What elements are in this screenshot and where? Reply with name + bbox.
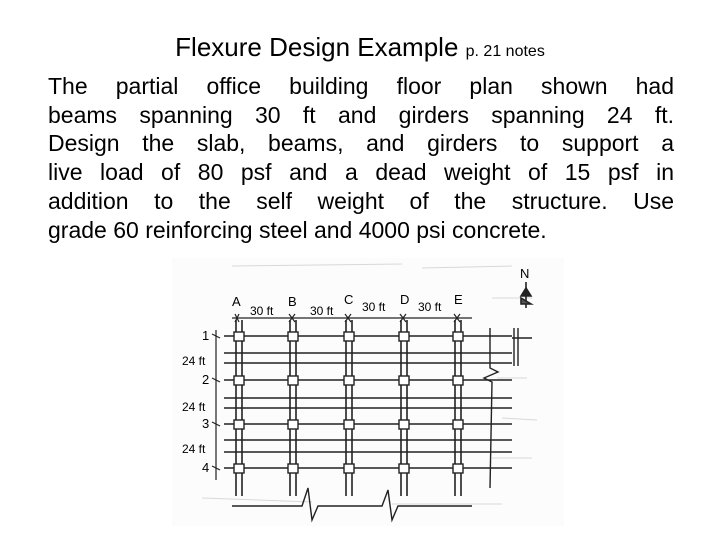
bay-width-label: 30 ft xyxy=(250,304,274,318)
column-label-a: A xyxy=(232,294,241,309)
column-label-d: D xyxy=(400,292,410,307)
bay-width-label: 30 ft xyxy=(362,300,386,314)
floor-plan-drawing xyxy=(172,258,564,526)
row-label-3: 3 xyxy=(202,416,210,431)
paragraph-line: live load of 80 psf and a dead weight of 15 psf in xyxy=(48,159,674,186)
column-label-e: E xyxy=(454,292,463,307)
problem-statement xyxy=(48,72,674,244)
paragraph-line: beams spanning 30 ft and girders spanning 24 ft. xyxy=(48,101,674,128)
column-label-c: C xyxy=(344,292,354,307)
bay-width-label: 30 ft xyxy=(418,300,442,314)
column-label-b: B xyxy=(288,294,297,309)
north-arrow xyxy=(521,282,531,308)
bay-width-label: 30 ft xyxy=(310,304,334,318)
paragraph-line: grade 60 reinforcing steel and 4000 psi concrete. xyxy=(48,216,547,243)
north-label: N xyxy=(520,266,530,281)
slide-title xyxy=(0,32,720,63)
bay-depth-label: 24 ft xyxy=(182,442,206,456)
beam-lines xyxy=(224,336,512,468)
title-main: Flexure Design Example xyxy=(175,32,459,62)
row-label-2: 2 xyxy=(202,372,210,387)
bay-depth-label: 24 ft xyxy=(182,354,206,368)
row-label-4: 4 xyxy=(202,460,210,475)
paragraph-line: The partial office building floor plan shown had xyxy=(48,73,674,99)
row-dimension-line xyxy=(212,330,220,480)
row-label-1: 1 xyxy=(202,328,210,343)
title-suffix: p. 21 notes xyxy=(465,43,545,60)
paragraph-line: addition to the self weight of the structure. Use xyxy=(48,187,674,214)
bay-depth-label: 24 ft xyxy=(182,400,206,414)
paragraph-line: Design the slab, beams, and girders to support a xyxy=(48,130,674,157)
floor-plan-figure xyxy=(172,258,564,526)
